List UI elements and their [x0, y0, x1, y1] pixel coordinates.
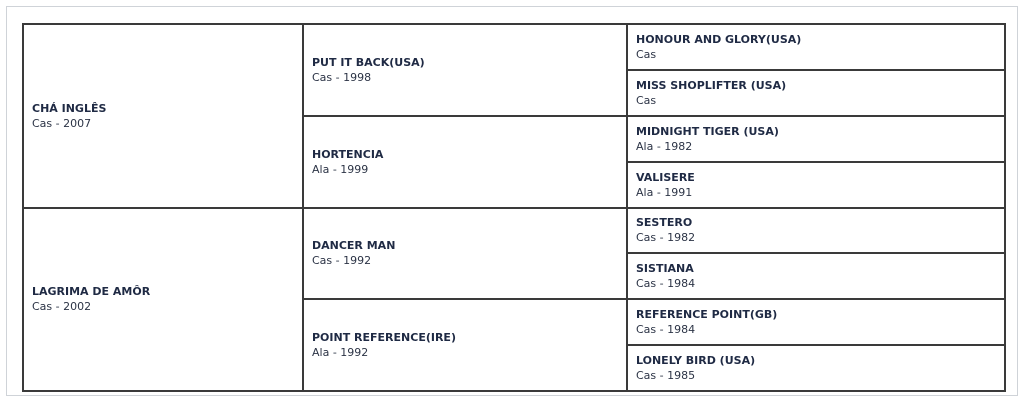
horse-name: SISTIANA — [636, 262, 694, 276]
horse-name: DANCER MAN — [312, 239, 396, 253]
pedigree-sire-dam-cell — [303, 116, 627, 208]
pedigree-sdd-cell — [627, 162, 1005, 208]
horse-info: Ala - 1991 — [636, 185, 693, 199]
horse-name: HORTENCIA — [312, 147, 384, 161]
horse-name: VALISERE — [636, 170, 695, 184]
horse-name: LAGRIMA DE AMÔR — [32, 285, 151, 299]
horse-info: Cas - 2002 — [32, 300, 92, 314]
horse-info: Cas - 1985 — [636, 369, 696, 383]
horse-name: PUT IT BACK(USA) — [312, 55, 425, 69]
horse-info: Cas — [636, 47, 657, 61]
pedigree-table — [22, 23, 1006, 392]
horse-name: REFERENCE POINT(GB) — [636, 308, 778, 322]
horse-info: Ala - 1992 — [312, 346, 369, 360]
pedigree-dsd-cell — [627, 253, 1005, 299]
horse-info: Cas - 1998 — [312, 70, 372, 84]
horse-name: MISS SHOPLIFTER (USA) — [636, 78, 787, 92]
pedigree-dds-cell — [627, 299, 1005, 345]
horse-info: Ala - 1999 — [312, 162, 369, 176]
horse-info: Cas - 1992 — [312, 254, 372, 268]
horse-name: LONELY BIRD (USA) — [636, 354, 756, 368]
table-row — [23, 208, 1005, 254]
pedigree-sire-sire-cell — [303, 24, 627, 116]
horse-name: MIDNIGHT TIGER (USA) — [636, 124, 779, 138]
pedigree-dam-dam-cell — [303, 299, 627, 391]
horse-info: Cas — [636, 93, 657, 107]
pedigree-ddd-cell — [627, 345, 1005, 391]
pedigree-sss-cell — [627, 24, 1005, 70]
horse-info: Ala - 1982 — [636, 139, 693, 153]
horse-name: CHÁ INGLÊS — [32, 101, 107, 115]
pedigree-dam-sire-cell — [303, 208, 627, 300]
pedigree-ssd-cell — [627, 70, 1005, 116]
horse-info: Cas - 1984 — [636, 277, 696, 291]
horse-info: Cas - 1982 — [636, 231, 696, 245]
pedigree-sire-cell — [23, 24, 303, 208]
horse-info: Cas - 1984 — [636, 323, 696, 337]
horse-name: POINT REFERENCE(IRE) — [312, 331, 456, 345]
horse-name: SESTERO — [636, 216, 693, 230]
table-row — [23, 24, 1005, 70]
pedigree-sds-cell — [627, 116, 1005, 162]
horse-name: HONOUR AND GLORY(USA) — [636, 32, 802, 46]
pedigree-dss-cell — [627, 208, 1005, 254]
pedigree-dam-cell — [23, 208, 303, 392]
horse-info: Cas - 2007 — [32, 116, 92, 130]
